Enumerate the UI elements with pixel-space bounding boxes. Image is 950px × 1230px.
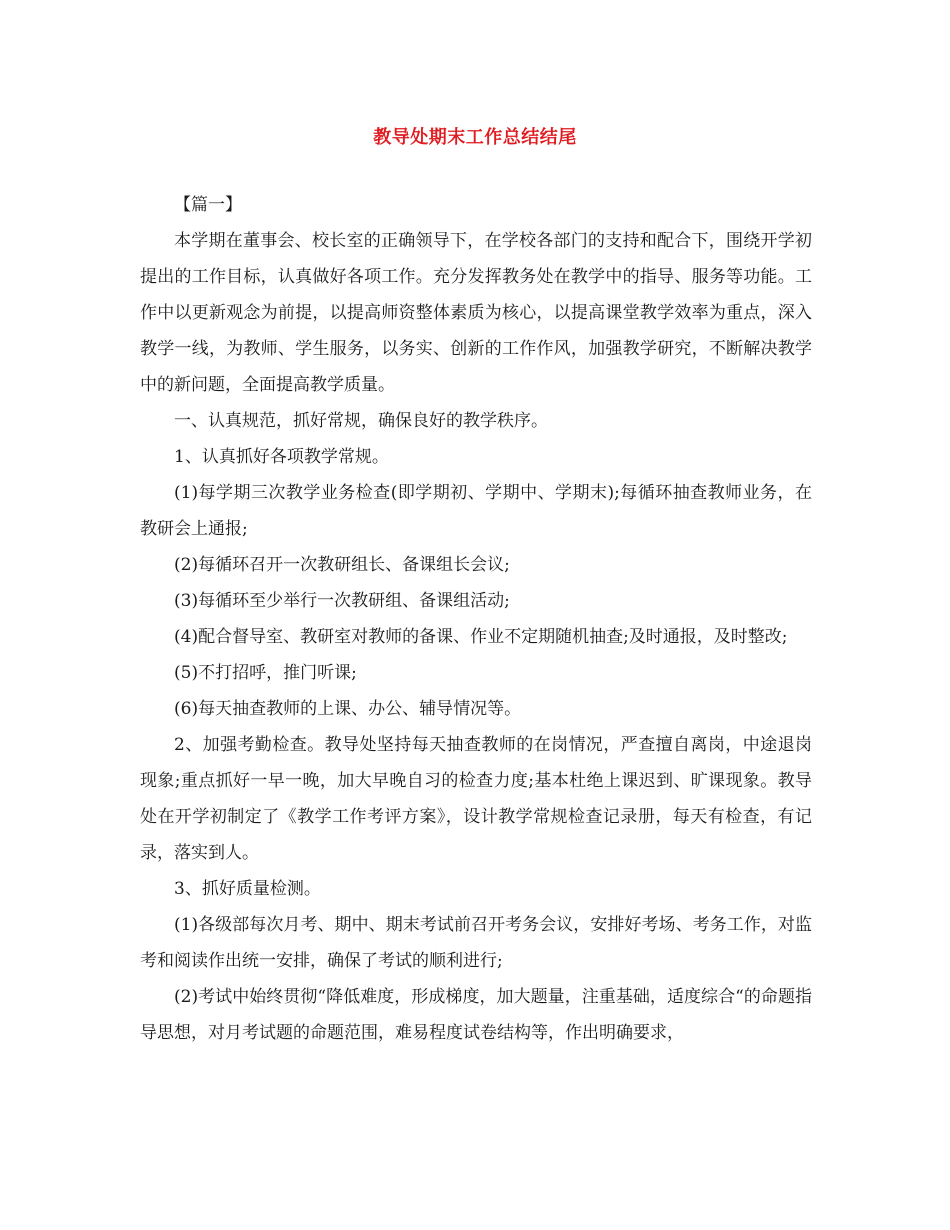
paragraph-subitem-4: (4)配合督导室、教研室对教师的备课、作业不定期随机抽查;及时通报，及时整改; bbox=[174, 627, 788, 647]
paragraph-item-2: 2、加强考勤检查。教导处坚持每天抽查教师的在岗情况，严查擅自离岗，中途退岗现象;重点抓好一早一晚，加大早晚自习的检查力度;基本杜绝上课迟到、旷课现象。教导处在开学初制定了《教学工作考评方案》，设计教学常规检查记录册，每天有检查，有记录，落实到人。 bbox=[140, 735, 812, 863]
paragraph-subitem-5: (5)不打招呼，推门听课; bbox=[174, 663, 357, 683]
paragraph-subitem-2: (2)每循环召开一次教研组长、备课组长会议; bbox=[174, 555, 510, 575]
paragraph-intro: 本学期在董事会、校长室的正确领导下，在学校各部门的支持和配合下，围绕开学初提出的工作目标，认真做好各项工作。充分发挥教务处在教学中的指导、服务等功能。工作中以更新观念为前提，以提高师资整体素质为核心，以提高课堂教学效率为重点，深入教学一线，为教师、学生服务，以务实、创新的工作作风，加强教学研究，不断解决教学中的新问题，全面提高教学质量。 bbox=[140, 231, 812, 395]
document-title: 教导处期末工作总结结尾 bbox=[373, 127, 577, 148]
paragraph-subitem-3: (3)每循环至少举行一次教研组、备课组活动; bbox=[174, 591, 510, 611]
paragraph-section-heading: 一、认真规范，抓好常规，确保良好的教学秩序。 bbox=[174, 411, 548, 431]
paragraph-item-3: 3、抓好质量检测。 bbox=[174, 879, 321, 899]
paragraph-subitem-6: (6)每天抽查教师的上课、办公、辅导情况等。 bbox=[174, 699, 522, 719]
paragraph-subitem-7: (1)各级部每次月考、期中、期末考试前召开考务会议，安排好考场、考务工作，对监考和阅读作出统一安排，确保了考试的顺利进行; bbox=[140, 915, 812, 971]
section-label: 【篇一】 bbox=[174, 195, 242, 215]
document-body bbox=[140, 187, 812, 1051]
paragraph-subitem-8: (2)考试中始终贯彻“降低难度，形成梯度，加大题量，注重基础，适度综合“的命题指导思想，对月考试题的命题范围，难易程度试卷结构等，作出明确要求， bbox=[140, 987, 812, 1043]
paragraph-subitem-1: (1)每学期三次教学业务检查(即学期初、学期中、学期末);每循环抽查教师业务，在教研会上通报; bbox=[140, 483, 812, 539]
paragraph-item-1: 1、认真抓好各项教学常规。 bbox=[174, 447, 389, 467]
